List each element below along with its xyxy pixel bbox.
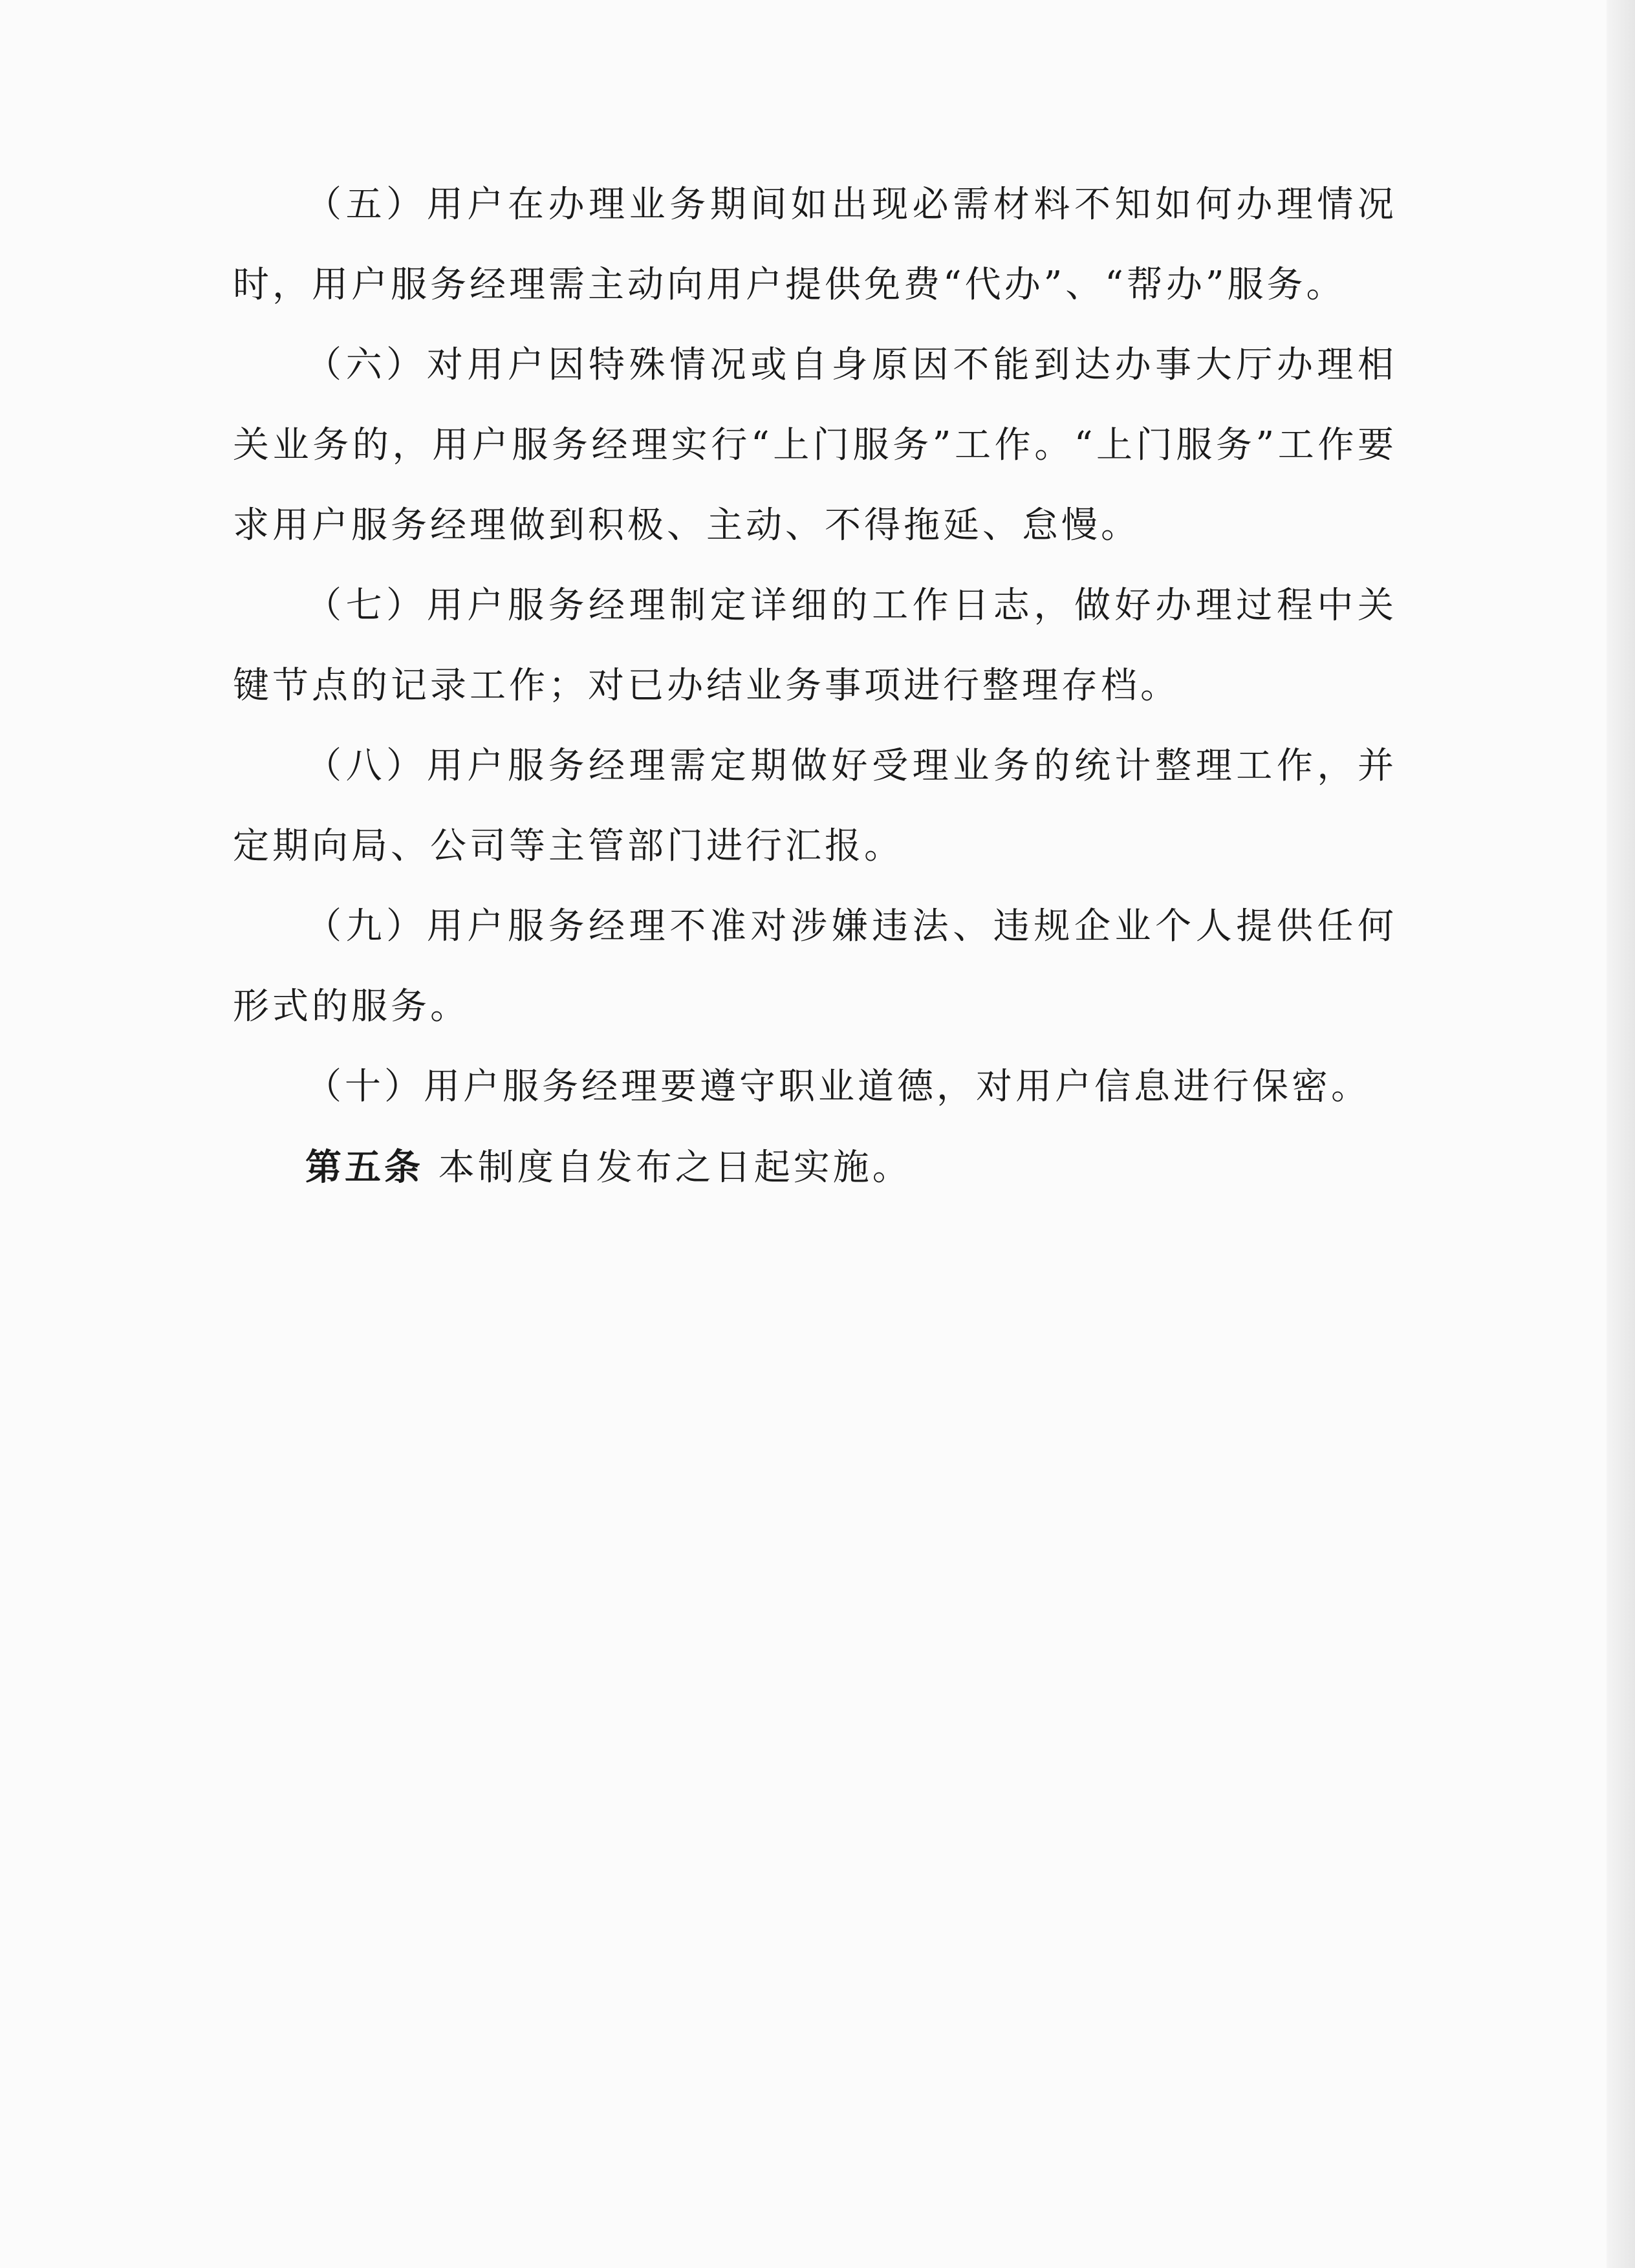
document-page [233,165,1397,1208]
article-label: 第五条 [305,1146,424,1189]
article-5 [233,1127,1397,1208]
paragraph-item-5: （五）用户在办理业务期间如出现必需材料不知如何办理情况时，用户服务经理需主动向用户提供免费“代办”、“帮办”服务。 [233,184,1397,306]
paragraph-item-8: （八）用户服务经理需定期做好受理业务的统计整理工作，并定期向局、公司等主管部门进行汇报。 [233,745,1397,867]
paragraph-item-10: （十）用户服务经理要遵守职业道德，对用户信息进行保密。 [305,1066,1370,1108]
paragraph-item-9: （九）用户服务经理不准对涉嫌违法、违规企业个人提供任何形式的服务。 [233,905,1397,1028]
scan-edge [1607,0,1635,2268]
paragraph-item-6: （六）对用户因特殊情况或自身原因不能到达办事大厅办理相关业务的，用户服务经理实行“上门服务”工作。“上门服务”工作要求用户服务经理做到积极、主动、不得拖延、怠慢。 [233,344,1397,546]
paragraph-item-7: （七）用户服务经理制定详细的工作日志，做好办理过程中关键节点的记录工作；对已办结业务事项进行整理存档。 [233,585,1397,707]
article-text: 本制度自发布之日起实施。 [424,1147,912,1189]
